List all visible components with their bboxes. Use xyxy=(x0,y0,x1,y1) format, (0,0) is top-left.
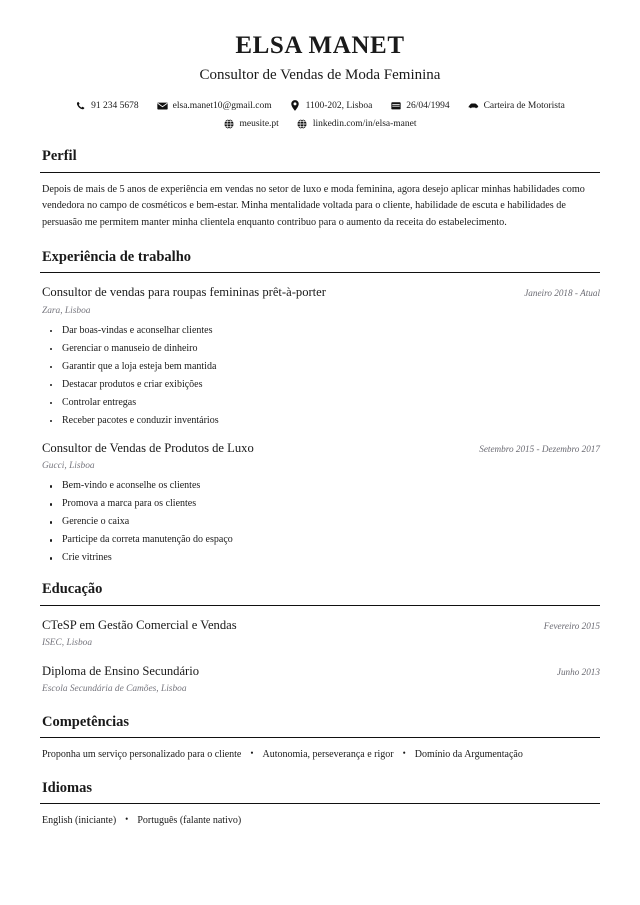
phone-icon xyxy=(75,100,86,111)
contact-website-text: meusite.pt xyxy=(239,119,279,130)
list-item: Dar boas-vindas e aconselhar clientes xyxy=(50,326,600,336)
contact-row-secondary xyxy=(40,118,600,130)
experience-date-range: Janeiro 2018 - Atual xyxy=(524,288,600,299)
education-date: Junho 2013 xyxy=(556,667,600,678)
education-institution: ISEC, Lisboa xyxy=(42,637,93,648)
candidate-name: ELSA MANET xyxy=(235,32,405,59)
resume-header xyxy=(40,32,600,130)
contact-row-primary xyxy=(40,100,600,112)
experience-job-title: Consultor de vendas para roupas femininas prêt-à-porter xyxy=(42,285,326,300)
experience-date-range: Setembro 2015 - Dezembro 2017 xyxy=(479,443,600,454)
section-profile xyxy=(40,147,600,231)
list-item: Autonomia, perseverança e rigor xyxy=(262,748,394,760)
calendar-icon xyxy=(390,100,401,111)
experience-entry xyxy=(40,440,600,564)
bullet-separator-icon: • xyxy=(402,747,406,758)
contact-email-text: elsa.manet10@gmail.com xyxy=(172,100,272,111)
envelope-icon xyxy=(157,100,168,111)
list-item: Domínio da Argumentação xyxy=(414,748,523,760)
experience-company: Zara, Lisboa xyxy=(42,305,91,316)
section-title-languages: Idiomas xyxy=(42,779,92,796)
contact-driving-license xyxy=(468,100,565,112)
candidate-job-title: Consultor de Vendas de Moda Feminina xyxy=(199,66,441,83)
list-item: Controlar entregas xyxy=(50,398,600,408)
profile-summary-text: Depois de mais de 5 anos de experiência em vendas no setor de luxo e moda feminina, agora desejo aplicar minhas habilidades como vendedora no campo de cosméticos e bem-estar. Minha mentalidade voltada para o cliente, habilidade de escuta e habilidades de persuasão me permitem manter minha clientela enquanto contribuo para o aumento da receita do estabelecimento. xyxy=(42,183,585,228)
list-item: Destacar produtos e criar exibições xyxy=(50,380,600,390)
education-degree: Diploma de Ensino Secundário xyxy=(42,664,200,679)
section-languages xyxy=(40,779,600,828)
list-item: Português (falante nativo) xyxy=(137,814,242,826)
skills-list xyxy=(42,747,598,762)
list-item: Promova a marca para os clientes xyxy=(50,499,600,509)
location-pin-icon xyxy=(290,100,301,111)
experience-entry xyxy=(40,284,600,426)
section-title-profile: Perfil xyxy=(42,148,77,165)
globe-icon xyxy=(223,119,234,130)
contact-linkedin-text: linkedin.com/in/elsa-manet xyxy=(312,119,417,130)
section-education xyxy=(40,580,600,695)
education-entry xyxy=(40,617,600,650)
contact-website[interactable] xyxy=(223,118,278,130)
languages-list xyxy=(42,813,598,828)
bullet-separator-icon: • xyxy=(250,747,254,758)
education-degree: CTeSP em Gestão Comercial e Vendas xyxy=(42,617,237,632)
experience-company: Gucci, Lisboa xyxy=(42,461,95,472)
contact-birthdate xyxy=(390,100,449,112)
car-icon xyxy=(468,100,479,111)
section-experience xyxy=(40,248,600,563)
list-item: Receber pacotes e conduzir inventários xyxy=(50,416,600,426)
bullet-separator-icon: • xyxy=(125,813,129,824)
list-item: Gerencie o caixa xyxy=(50,517,600,527)
list-item: Gerenciar o manuseio de dinheiro xyxy=(50,344,600,354)
section-title-experience: Experiência de trabalho xyxy=(42,249,192,266)
list-item: Proponha um serviço personalizado para o cliente xyxy=(42,748,242,760)
list-item: Crie vitrines xyxy=(50,553,600,563)
contact-linkedin[interactable] xyxy=(297,118,417,130)
contact-address xyxy=(290,100,373,112)
education-date: Fevereiro 2015 xyxy=(543,620,600,631)
education-institution: Escola Secundária de Camões, Lisboa xyxy=(42,684,187,695)
experience-job-title: Consultor de Vendas de Produtos de Luxo xyxy=(42,440,254,455)
globe-icon xyxy=(297,119,308,130)
contact-phone-text: 91 234 5678 xyxy=(91,100,139,111)
experience-bullet-list xyxy=(40,481,600,563)
contact-address-text: 1100-202, Lisboa xyxy=(305,100,373,111)
section-title-skills: Competências xyxy=(42,713,129,730)
list-item: Bem-vindo e aconselhe os clientes xyxy=(50,481,600,491)
contact-birthdate-text: 26/04/1994 xyxy=(406,100,450,111)
contact-email xyxy=(157,100,272,112)
experience-bullet-list xyxy=(40,326,600,426)
list-item: Participe da correta manutenção do espaço xyxy=(50,535,600,545)
list-item: Garantir que a loja esteja bem mantida xyxy=(50,362,600,372)
section-skills xyxy=(40,713,600,762)
education-entry xyxy=(40,663,600,696)
section-title-education: Educação xyxy=(42,581,103,598)
contact-driving-license-text: Carteira de Motorista xyxy=(483,100,565,111)
contact-phone xyxy=(75,100,139,112)
list-item: English (iniciante) xyxy=(42,814,117,826)
